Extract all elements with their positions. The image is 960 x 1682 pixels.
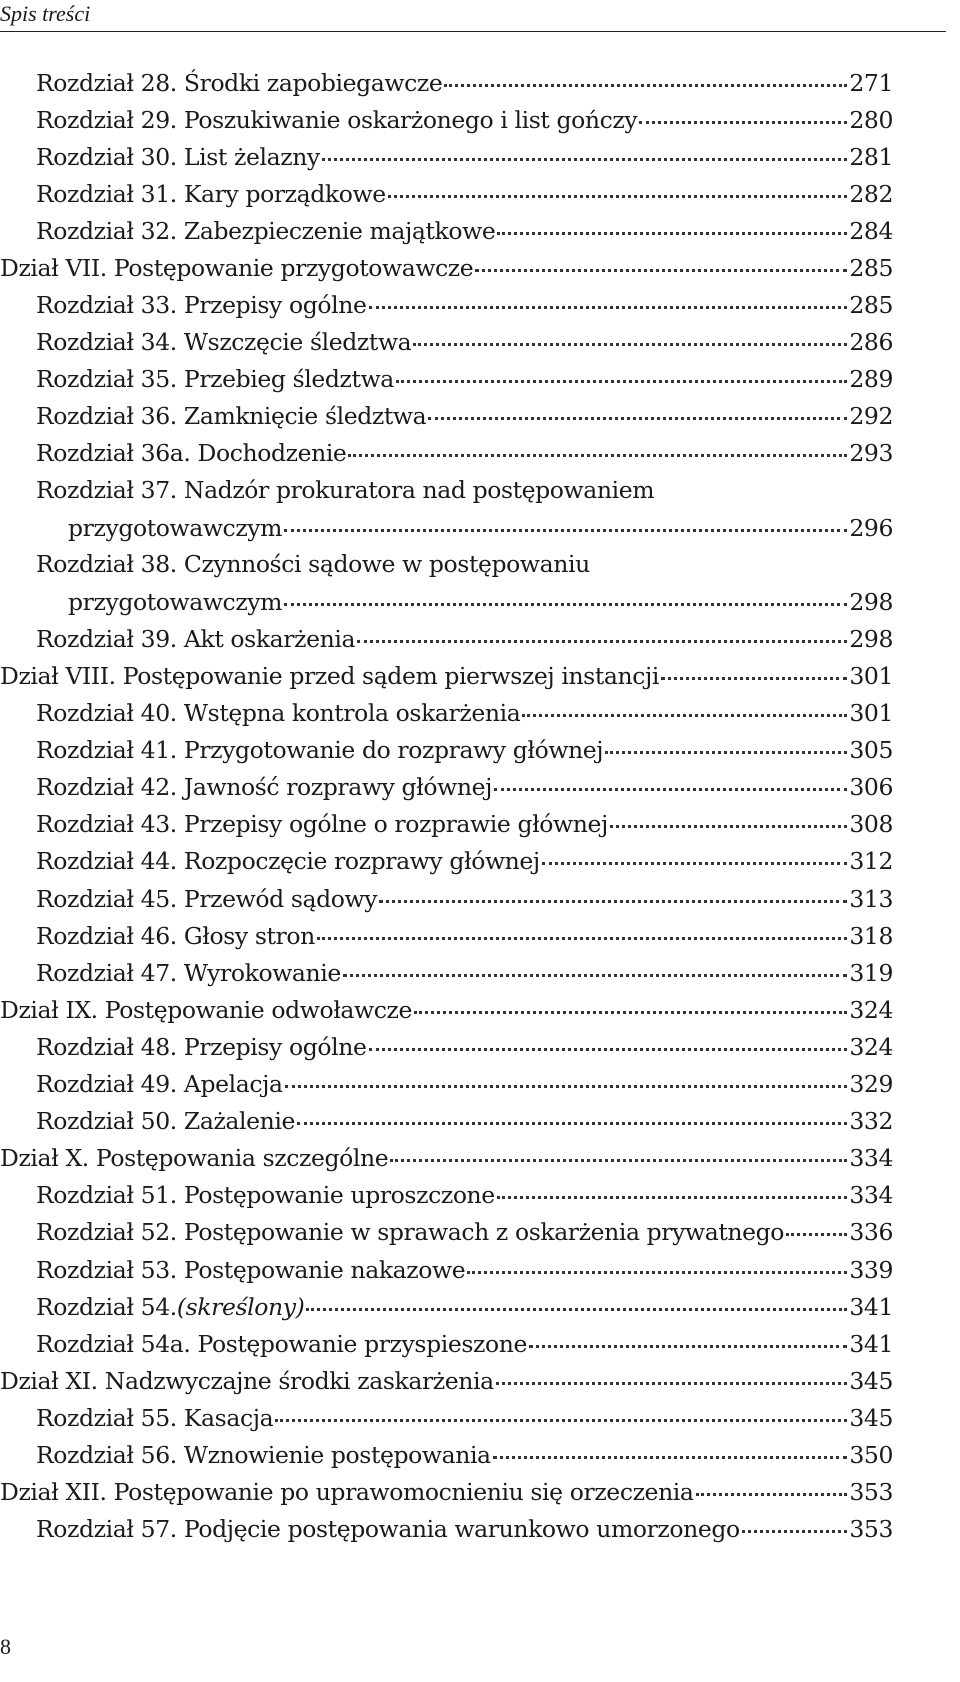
toc-page-number: 282: [849, 179, 893, 208]
toc-page-number: 324: [849, 995, 893, 1024]
dot-leader: [285, 1062, 848, 1089]
toc-page-number: 301: [849, 699, 893, 728]
toc-chapter-entry[interactable]: [0, 843, 893, 880]
toc-page-number: 334: [849, 1144, 893, 1173]
toc-entry-continuation[interactable]: [0, 583, 893, 620]
toc-entry-title: Rozdział 41. Przygotowanie do rozprawy głównej: [36, 736, 604, 765]
toc-chapter-entry[interactable]: [0, 732, 893, 769]
page-number: 8: [0, 1634, 11, 1659]
toc-entry-title: Rozdział 37. Nadzór prokuratora nad postępowaniem: [36, 476, 655, 505]
table-of-contents: [0, 64, 893, 1548]
dot-leader: [497, 1173, 848, 1200]
toc-part-entry[interactable]: [0, 1474, 893, 1511]
toc-entry-title: Rozdział 31. Kary porządkowe: [36, 179, 386, 208]
dot-leader: [661, 654, 847, 681]
toc-chapter-entry[interactable]: [0, 1177, 893, 1214]
toc-chapter-entry[interactable]: [0, 917, 893, 954]
toc-entry-title: Rozdział 38. Czynności sądowe w postępowaniu: [36, 550, 590, 579]
dot-leader: [284, 505, 847, 532]
toc-page-number: 339: [849, 1255, 893, 1284]
dot-leader: [317, 913, 847, 940]
toc-page-number: 306: [849, 773, 893, 802]
toc-entry-title: Dział VIII. Postępowanie przed sądem pierwszej instancji: [0, 662, 659, 690]
toc-chapter-entry[interactable]: [0, 1214, 893, 1251]
toc-entry-title: Rozdział 29. Poszukiwanie oskarżonego i list gończy: [36, 105, 638, 134]
dot-leader: [444, 60, 847, 87]
toc-page-number: 336: [849, 1218, 893, 1247]
toc-page-number: 324: [849, 1032, 893, 1061]
toc-chapter-entry[interactable]: [0, 212, 893, 249]
toc-entry-title: Rozdział 45. Przewód sądowy: [36, 884, 378, 913]
toc-entry-title: Rozdział 54.: [36, 1292, 177, 1321]
dot-leader: [297, 1099, 847, 1126]
toc-page-number: 313: [849, 884, 893, 913]
dot-leader: [475, 245, 847, 272]
toc-chapter-entry[interactable]: [0, 1325, 893, 1362]
toc-entry-title: Rozdział 51. Postępowanie uproszczone: [36, 1181, 495, 1210]
toc-page-number: 345: [849, 1366, 893, 1395]
toc-page-number: 341: [849, 1292, 893, 1321]
toc-entry-title: Rozdział 52. Postępowanie w sprawach z oskarżenia prywatnego: [36, 1218, 785, 1247]
dot-leader: [696, 1470, 848, 1497]
dot-leader: [396, 357, 847, 384]
toc-page-number: 301: [849, 662, 893, 690]
toc-entry-title: Rozdział 35. Przebieg śledztwa: [36, 365, 394, 394]
toc-chapter-entry[interactable]: [0, 1288, 893, 1325]
toc-entry-title: przygotowawczym: [68, 587, 283, 616]
toc-entry-title: Rozdział 33. Przepisy ogólne: [36, 291, 367, 320]
toc-chapter-entry[interactable]: [0, 546, 893, 583]
toc-chapter-entry[interactable]: [0, 954, 893, 991]
dot-leader: [414, 987, 847, 1014]
toc-page-number: 296: [849, 513, 893, 542]
toc-entry-title: Rozdział 43. Przepisy ogólne o rozprawie głównej: [36, 810, 608, 839]
toc-chapter-entry[interactable]: [0, 1066, 893, 1103]
dot-leader: [413, 320, 847, 347]
toc-entry-title: Dział X. Postępowania szczególne: [0, 1144, 389, 1173]
dot-leader: [322, 134, 848, 161]
dot-leader: [379, 876, 847, 903]
toc-entry-title: Rozdział 30. List żelazny: [36, 142, 320, 171]
toc-page-number: 329: [849, 1070, 893, 1099]
dot-leader: [348, 431, 847, 458]
toc-page-number: 284: [849, 216, 893, 245]
dot-leader: [639, 97, 847, 124]
toc-entry-title: Rozdział 34. Wszczęcie śledztwa: [36, 328, 412, 357]
toc-entry-title: Rozdział 46. Głosy stron: [36, 921, 315, 950]
toc-chapter-entry[interactable]: [0, 1436, 893, 1473]
dot-leader: [275, 1395, 847, 1422]
toc-entry-title: Dział VII. Postępowanie przygotowawcze: [0, 253, 474, 282]
dot-leader: [496, 1358, 848, 1385]
toc-entry-title: Rozdział 55. Kasacja: [36, 1403, 274, 1432]
toc-page-number: 332: [849, 1107, 893, 1136]
dot-leader: [542, 839, 848, 866]
dot-leader: [494, 765, 847, 792]
toc-chapter-entry[interactable]: [0, 1399, 893, 1436]
toc-page-number: 353: [849, 1478, 893, 1507]
toc-page-number: 285: [849, 253, 893, 282]
toc-entry-title: Rozdział 56. Wznowienie postępowania: [36, 1440, 491, 1469]
toc-entry-title: Rozdział 57. Podjęcie postępowania warunkowo umorzonego: [36, 1515, 740, 1544]
toc-chapter-entry[interactable]: [0, 324, 893, 361]
toc-part-entry[interactable]: [0, 1140, 893, 1177]
dot-leader: [306, 1284, 847, 1311]
dot-leader: [529, 1321, 847, 1348]
toc-chapter-entry[interactable]: [0, 64, 893, 101]
toc-chapter-entry[interactable]: [0, 769, 893, 806]
toc-entry-title: Dział XII. Postępowanie po uprawomocnieniu się orzeczenia: [0, 1478, 694, 1507]
toc-entry-title: Rozdział 32. Zabezpieczenie majątkowe: [36, 216, 496, 245]
dot-leader: [284, 579, 847, 606]
toc-page-number: 298: [849, 624, 893, 653]
toc-page-number: 286: [849, 328, 893, 357]
toc-chapter-entry[interactable]: [0, 472, 893, 509]
toc-entry-title: Rozdział 39. Akt oskarżenia: [36, 624, 356, 653]
toc-page-number: 341: [849, 1329, 893, 1358]
dot-leader: [497, 208, 847, 235]
toc-chapter-entry[interactable]: [0, 287, 893, 324]
toc-page-number: 298: [849, 587, 893, 616]
toc-entry-title: przygotowawczym: [68, 513, 283, 542]
toc-entry-title: Rozdział 47. Wyrokowanie: [36, 958, 341, 987]
toc-part-entry[interactable]: [0, 249, 893, 286]
dot-leader: [369, 283, 848, 310]
toc-entry-title: Dział XI. Nadzwyczajne środki zaskarżenia: [0, 1366, 494, 1395]
dot-leader: [610, 802, 847, 829]
toc-page-number: 305: [849, 736, 893, 765]
toc-part-entry[interactable]: [0, 1362, 893, 1399]
toc-chapter-entry[interactable]: [0, 1251, 893, 1288]
toc-entry-title: Rozdział 48. Przepisy ogólne: [36, 1032, 367, 1061]
dot-leader: [369, 1024, 848, 1051]
dot-leader: [343, 950, 847, 977]
dot-leader: [605, 728, 847, 755]
toc-chapter-entry[interactable]: [0, 880, 893, 917]
toc-chapter-entry[interactable]: [0, 138, 893, 175]
toc-chapter-entry[interactable]: [0, 1511, 893, 1548]
toc-part-entry[interactable]: [0, 991, 893, 1028]
dot-leader: [467, 1247, 847, 1274]
toc-entry-title: Rozdział 49. Apelacja: [36, 1070, 283, 1099]
toc-part-entry[interactable]: [0, 658, 893, 695]
toc-chapter-entry[interactable]: [0, 361, 893, 398]
toc-entry-title-italic: (skreślony): [176, 1292, 305, 1321]
toc-page-number: 289: [849, 365, 893, 394]
toc-page-number: 319: [849, 958, 893, 987]
toc-chapter-entry[interactable]: [0, 101, 893, 138]
toc-chapter-entry[interactable]: [0, 435, 893, 472]
header-rule: [0, 31, 946, 32]
running-head-title: Spis treści: [0, 1, 91, 26]
dot-leader: [522, 691, 847, 718]
toc-page-number: 353: [849, 1515, 893, 1544]
toc-chapter-entry[interactable]: [0, 1028, 893, 1065]
toc-page-number: 280: [849, 105, 893, 134]
toc-entry-title: Rozdział 50. Zażalenie: [36, 1107, 296, 1136]
toc-entry-title: Rozdział 42. Jawność rozprawy głównej: [36, 773, 492, 802]
toc-page-number: 345: [849, 1403, 893, 1432]
toc-page-number: 318: [849, 921, 893, 950]
toc-page-number: 308: [849, 810, 893, 839]
toc-chapter-entry[interactable]: [0, 398, 893, 435]
dot-leader: [742, 1507, 848, 1534]
toc-page-number: 271: [849, 68, 893, 97]
toc-entry-title: Rozdział 40. Wstępna kontrola oskarżenia: [36, 699, 521, 728]
dot-leader: [357, 616, 847, 643]
dot-leader: [388, 171, 848, 198]
dot-leader: [786, 1210, 847, 1237]
toc-entry-title: Rozdział 36. Zamknięcie śledztwa: [36, 402, 427, 431]
toc-chapter-entry[interactable]: [0, 1103, 893, 1140]
toc-entry-title: Rozdział 53. Postępowanie nakazowe: [36, 1255, 466, 1284]
toc-chapter-entry[interactable]: [0, 620, 893, 657]
toc-page-number: 350: [849, 1440, 893, 1469]
toc-page-number: 281: [849, 142, 893, 171]
toc-entry-continuation[interactable]: [0, 509, 893, 546]
toc-entry-title: Rozdział 44. Rozpoczęcie rozprawy głównej: [36, 847, 540, 876]
toc-entry-title: Dział IX. Postępowanie odwoławcze: [0, 995, 413, 1024]
toc-page-number: 312: [849, 847, 893, 876]
dot-leader: [428, 394, 847, 421]
toc-page-number: 293: [849, 439, 893, 468]
toc-chapter-entry[interactable]: [0, 175, 893, 212]
dot-leader: [390, 1136, 847, 1163]
toc-page-number: 285: [849, 291, 893, 320]
toc-chapter-entry[interactable]: [0, 806, 893, 843]
toc-entry-title: Rozdział 36a. Dochodzenie: [36, 439, 347, 468]
toc-entry-title: Rozdział 28. Środki zapobiegawcze: [36, 68, 443, 97]
dot-leader: [493, 1432, 848, 1459]
toc-page-number: 334: [849, 1181, 893, 1210]
toc-chapter-entry[interactable]: [0, 695, 893, 732]
toc-entry-title: Rozdział 54a. Postępowanie przyspieszone: [36, 1329, 527, 1358]
toc-page-number: 292: [849, 402, 893, 431]
